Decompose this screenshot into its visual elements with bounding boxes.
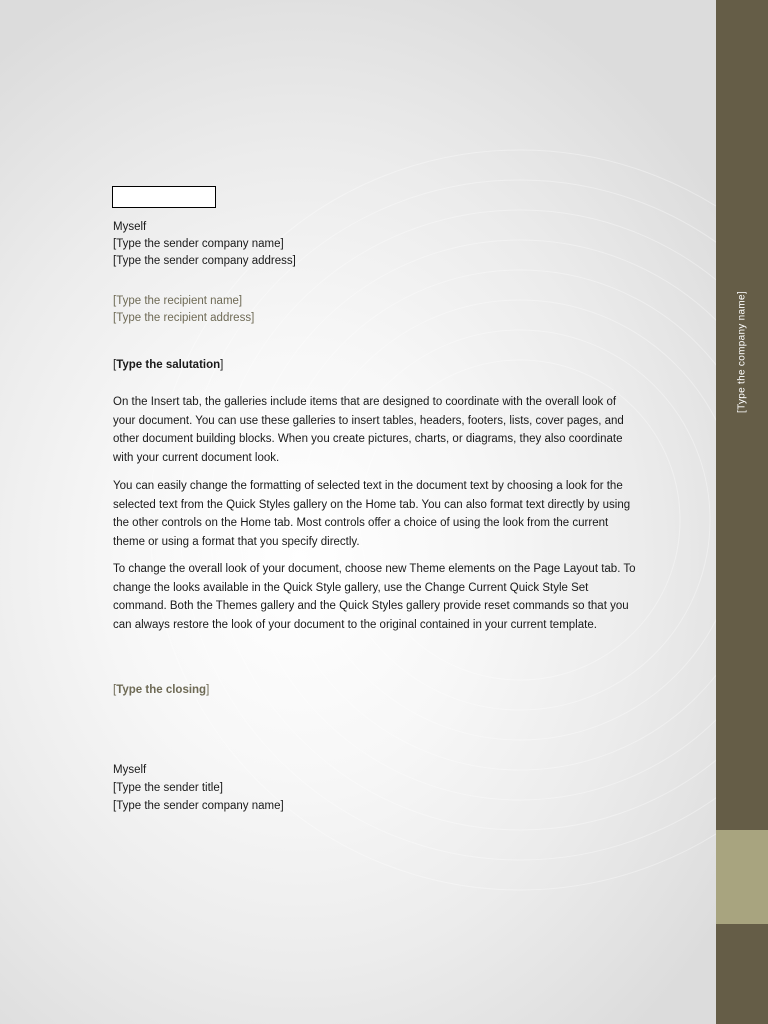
signature-name: Myself [113, 764, 147, 776]
sidebar-band [716, 0, 768, 1024]
body-paragraph-1: On the Insert tab, the galleries include items that are designed to coordinate with the overall look of your document. You can use these galleries to insert tables, headers, footers, lists, cover pages, and other document building blocks. When you create pictures, charts, or diagrams, they also coordinate with your current document look. [113, 396, 624, 464]
salutation[interactable] [113, 357, 223, 374]
salutation-text: Type the salutation [116, 359, 221, 371]
sidebar-company-name[interactable]: [Type the company name] [736, 291, 748, 413]
recipient-name[interactable]: [Type the recipient name] [113, 295, 243, 307]
closing-close-bracket: ] [206, 684, 210, 696]
salutation-open-bracket: [ [113, 359, 117, 371]
closing[interactable] [113, 682, 209, 699]
sidebar-accent-block [716, 830, 768, 924]
sender-company-name[interactable]: [Type the sender company name] [113, 238, 284, 250]
salutation-close-bracket: ] [220, 359, 224, 371]
recipient-address[interactable]: [Type the recipient address] [113, 312, 255, 324]
sender-name: Myself [113, 221, 147, 233]
signature-title[interactable]: [Type the sender title] [113, 782, 223, 794]
signature-company-name[interactable]: [Type the sender company name] [113, 800, 284, 812]
closing-text: Type the closing [116, 684, 207, 696]
date-field[interactable] [112, 186, 216, 208]
sender-company-address[interactable]: [Type the sender company address] [113, 255, 296, 267]
body-paragraph-2: You can easily change the formatting of selected text in the document text by choosing a look for the selected text from the Quick Styles gallery on the Home tab. You can also format text directly by using the other controls on the Home tab. Most controls offer a choice of using the look from the current theme or using a format that you specify directly. [113, 480, 631, 548]
closing-open-bracket: [ [113, 684, 117, 696]
body-paragraph-3: To change the overall look of your document, choose new Theme elements on the Page Layout tab. To change the looks available in the Quick Style gallery, use the Change Current Quick Style Set command. Both the Themes gallery and the Quick Styles gallery provide reset commands so that you can always restore the look of your document to the original contained in your current template. [113, 563, 636, 631]
